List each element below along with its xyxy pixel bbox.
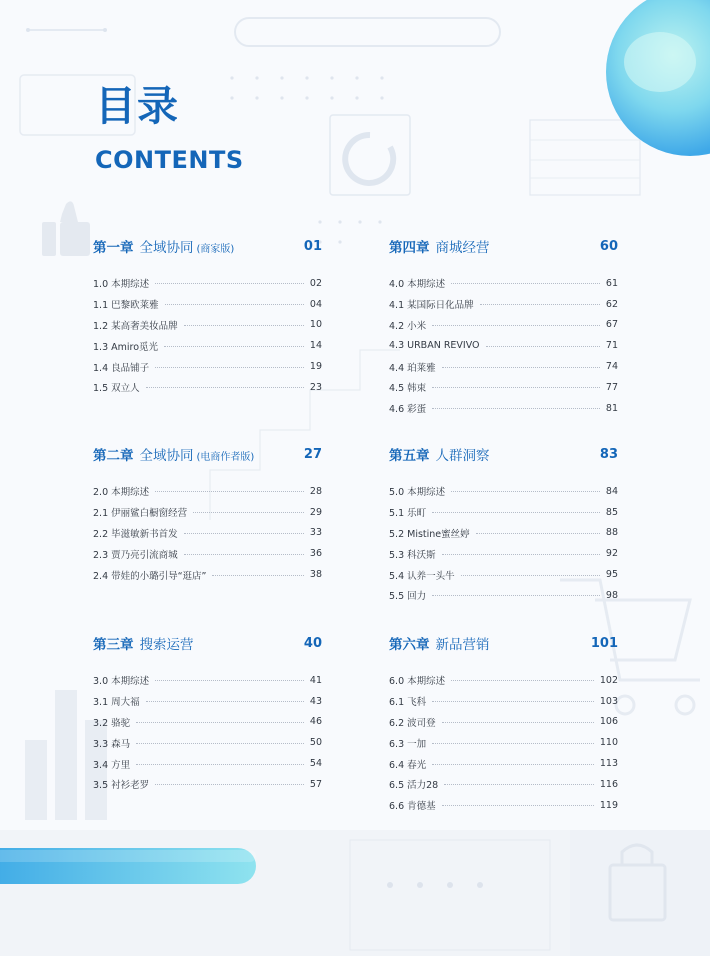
entry-page: 23 (309, 381, 322, 393)
toc-entry[interactable] (389, 502, 618, 523)
dot-leader (212, 575, 303, 576)
entry-title: 2.4 带娃的小璐引导“逛店” (93, 570, 207, 582)
toc-entry[interactable] (93, 774, 322, 795)
entry-title: 5.4 认养一头牛 (389, 570, 455, 582)
toc-entry[interactable] (389, 564, 618, 585)
entry-title: 5.5 回力 (389, 591, 427, 603)
chapter-item-list (389, 481, 618, 606)
toc-entry[interactable] (93, 315, 322, 336)
entry-page: 57 (309, 778, 322, 790)
entry-page: 33 (309, 527, 322, 539)
entry-page: 14 (309, 340, 322, 352)
toc-entry[interactable] (389, 356, 618, 377)
entry-page: 04 (309, 298, 322, 310)
entry-page: 119 (599, 799, 618, 811)
toc-entry[interactable] (93, 691, 322, 712)
entry-page: 88 (605, 527, 618, 539)
chapter-number: 第一章 (93, 240, 134, 256)
dot-leader (136, 743, 304, 744)
entry-title: 3.5 衬衫老罗 (93, 780, 150, 792)
dot-leader (444, 784, 594, 785)
entry-title: 1.5 双立人 (93, 383, 140, 395)
dot-leader (442, 367, 600, 368)
toc-entry[interactable] (93, 732, 322, 753)
dot-leader (155, 680, 304, 681)
toc-entry[interactable] (93, 294, 322, 315)
chapter-heading[interactable] (389, 444, 618, 466)
entry-title: 4.6 彩蛋 (389, 404, 427, 416)
dot-leader (184, 325, 304, 326)
toc-entry[interactable] (93, 712, 322, 733)
toc-entry[interactable] (389, 523, 618, 544)
dot-leader (432, 743, 594, 744)
dot-leader (184, 554, 304, 555)
entry-page: 46 (309, 716, 322, 728)
entry-title: 1.4 良品铺子 (93, 362, 150, 374)
entry-title: 4.0 本期综述 (389, 279, 446, 291)
chapter-5 (389, 444, 618, 606)
entry-page: 43 (309, 695, 322, 707)
dot-leader (480, 304, 600, 305)
toc-entry[interactable] (389, 481, 618, 502)
toc-entry[interactable] (93, 377, 322, 398)
entry-title: 3.2 骆驼 (93, 717, 131, 729)
dot-leader (442, 722, 594, 723)
entry-page: 50 (309, 737, 322, 749)
dot-leader (451, 283, 600, 284)
chapter-item-list (389, 670, 618, 816)
chapter-2 (93, 444, 322, 585)
entry-page: 85 (605, 506, 618, 518)
chapter-name: 全域协同 (139, 240, 194, 256)
chapter-heading[interactable] (93, 444, 322, 466)
toc-entry[interactable] (93, 564, 322, 585)
toc-entry[interactable] (389, 273, 618, 294)
entry-title: 3.3 森马 (93, 738, 131, 750)
entry-page: 71 (605, 340, 618, 352)
entry-title: 6.0 本期综述 (389, 676, 446, 688)
entry-title: 4.1 某国际日化品牌 (389, 300, 474, 312)
toc-entry[interactable] (93, 543, 322, 564)
dot-leader (486, 346, 600, 347)
entry-page: 36 (309, 548, 322, 560)
chapter-name: 人群洞察 (435, 448, 490, 464)
chapter-page-number: 01 (303, 239, 322, 254)
entry-page: 10 (309, 319, 322, 331)
dot-leader (146, 387, 304, 388)
entry-title: 3.0 本期综述 (93, 676, 150, 688)
entry-page: 74 (605, 361, 618, 373)
dot-leader (136, 764, 304, 765)
entry-title: 6.3 一加 (389, 738, 427, 750)
dot-leader (432, 764, 594, 765)
toc-entry[interactable] (93, 502, 322, 523)
entry-page: 113 (599, 758, 618, 770)
toc-entry[interactable] (389, 774, 618, 795)
chapter-edition: (电商作者版) (196, 452, 255, 463)
entry-title: 1.3 Amiro觅光 (93, 341, 159, 353)
toc-entry[interactable] (389, 398, 618, 419)
dot-leader (432, 387, 600, 388)
toc-entry[interactable] (389, 691, 618, 712)
dot-leader (164, 346, 304, 347)
entry-page: 81 (605, 402, 618, 414)
entry-title: 2.1 伊丽鲨白橱窗经营 (93, 508, 188, 520)
dot-leader (155, 283, 304, 284)
entry-title: 6.5 活力28 (389, 780, 439, 792)
entry-title: 5.1 乐町 (389, 508, 427, 520)
toc-entry[interactable] (93, 753, 322, 774)
entry-title: 3.1 周大福 (93, 697, 140, 709)
toc-entry[interactable] (93, 273, 322, 294)
entry-title: 4.3 URBAN REVIVO (389, 340, 480, 352)
entry-page: 54 (309, 758, 322, 770)
entry-title: 1.1 巴黎欧莱雅 (93, 300, 159, 312)
entry-title: 6.4 春光 (389, 759, 427, 771)
chapter-heading[interactable] (389, 633, 618, 655)
chapter-number: 第二章 (93, 448, 134, 464)
chapter-name: 商城经营 (435, 240, 490, 256)
toc-entry[interactable] (389, 543, 618, 564)
chapter-6 (389, 633, 618, 816)
dot-leader (432, 512, 600, 513)
dot-leader (155, 367, 304, 368)
dot-leader (432, 595, 600, 596)
entry-title: 5.3 科沃斯 (389, 549, 436, 561)
chapter-name: 搜索运营 (139, 637, 194, 653)
page-subtitle: CONTENTS (95, 146, 244, 174)
entry-title: 1.0 本期综述 (93, 279, 150, 291)
dot-leader (442, 805, 594, 806)
toc-entry[interactable] (389, 294, 618, 315)
toc-entry[interactable] (93, 356, 322, 377)
chapter-heading[interactable] (93, 633, 322, 655)
entry-page: 103 (599, 695, 618, 707)
chapter-page-number: 83 (599, 447, 618, 462)
dot-leader (155, 491, 304, 492)
entry-page: 28 (309, 485, 322, 497)
dot-leader (461, 575, 600, 576)
entry-title: 4.4 珀莱雅 (389, 362, 436, 374)
chapter-3 (93, 633, 322, 795)
entry-page: 62 (605, 298, 618, 310)
entry-page: 110 (599, 737, 618, 749)
entry-title: 3.4 方里 (93, 759, 131, 771)
entry-title: 4.2 小米 (389, 320, 427, 332)
page-title: 目录 (95, 82, 179, 130)
toc-entry[interactable] (389, 670, 618, 691)
dot-leader (146, 701, 304, 702)
entry-page: 102 (599, 674, 618, 686)
chapter-page-number: 101 (590, 636, 618, 651)
chapter-item-list (93, 273, 322, 398)
toc-entry[interactable] (389, 732, 618, 753)
chapter-item-list (93, 481, 322, 585)
toc-entry[interactable] (389, 585, 618, 606)
dot-leader (165, 304, 304, 305)
entry-page: 95 (605, 569, 618, 581)
entry-title: 6.6 肯德基 (389, 801, 436, 813)
entry-title: 5.0 本期综述 (389, 487, 446, 499)
entry-title: 6.1 飞科 (389, 697, 427, 709)
entry-page: 77 (605, 381, 618, 393)
entry-page: 41 (309, 674, 322, 686)
chapter-heading[interactable] (389, 236, 618, 258)
dot-leader (155, 784, 304, 785)
entry-title: 2.0 本期综述 (93, 487, 150, 499)
entry-page: 92 (605, 548, 618, 560)
chapter-number: 第三章 (93, 637, 134, 653)
entry-page: 38 (309, 569, 322, 581)
toc-entry[interactable] (93, 670, 322, 691)
entry-title: 2.3 贾乃亮引流商城 (93, 549, 178, 561)
dot-leader (193, 512, 304, 513)
entry-page: 116 (599, 778, 618, 790)
dot-leader (432, 408, 600, 409)
entry-page: 29 (309, 506, 322, 518)
toc-entry[interactable] (93, 335, 322, 356)
entry-page: 19 (309, 361, 322, 373)
toc-entry[interactable] (389, 335, 618, 356)
chapter-item-list (389, 273, 618, 419)
entry-title: 5.2 Mistine蜜丝婷 (389, 528, 470, 540)
chapter-edition: (商家版) (196, 244, 235, 255)
dot-leader (432, 325, 600, 326)
toc-entry[interactable] (93, 523, 322, 544)
toc-entry[interactable] (389, 712, 618, 733)
chapter-4 (389, 236, 618, 419)
chapter-page-number: 27 (303, 447, 322, 462)
entry-page: 106 (599, 716, 618, 728)
toc-entry[interactable] (389, 795, 618, 816)
toc-entry[interactable] (389, 753, 618, 774)
dot-leader (476, 533, 600, 534)
dot-leader (184, 533, 304, 534)
dot-leader (451, 491, 600, 492)
entry-page: 98 (605, 589, 618, 601)
chapter-page-number: 60 (599, 239, 618, 254)
entry-title: 4.5 韩束 (389, 383, 427, 395)
dot-leader (136, 722, 304, 723)
chapter-number: 第五章 (389, 448, 430, 464)
entry-page: 02 (309, 277, 322, 289)
entry-page: 61 (605, 277, 618, 289)
entry-title: 1.2 某高奢美妆品牌 (93, 320, 178, 332)
chapter-number: 第四章 (389, 240, 430, 256)
chapter-item-list (93, 670, 322, 795)
entry-title: 2.2 毕滋敏新书首发 (93, 528, 178, 540)
entry-page: 84 (605, 485, 618, 497)
chapter-page-number: 40 (303, 636, 322, 651)
toc-entry[interactable] (93, 481, 322, 502)
dot-leader (442, 554, 600, 555)
toc-entry[interactable] (389, 315, 618, 336)
entry-title: 6.2 波司登 (389, 717, 436, 729)
toc-entry[interactable] (389, 377, 618, 398)
chapter-name: 新品营销 (435, 637, 490, 653)
chapter-1 (93, 236, 322, 398)
dot-leader (432, 701, 594, 702)
entry-page: 67 (605, 319, 618, 331)
chapter-number: 第六章 (389, 637, 430, 653)
chapter-name: 全域协同 (139, 448, 194, 464)
dot-leader (451, 680, 594, 681)
chapter-heading[interactable] (93, 236, 322, 258)
